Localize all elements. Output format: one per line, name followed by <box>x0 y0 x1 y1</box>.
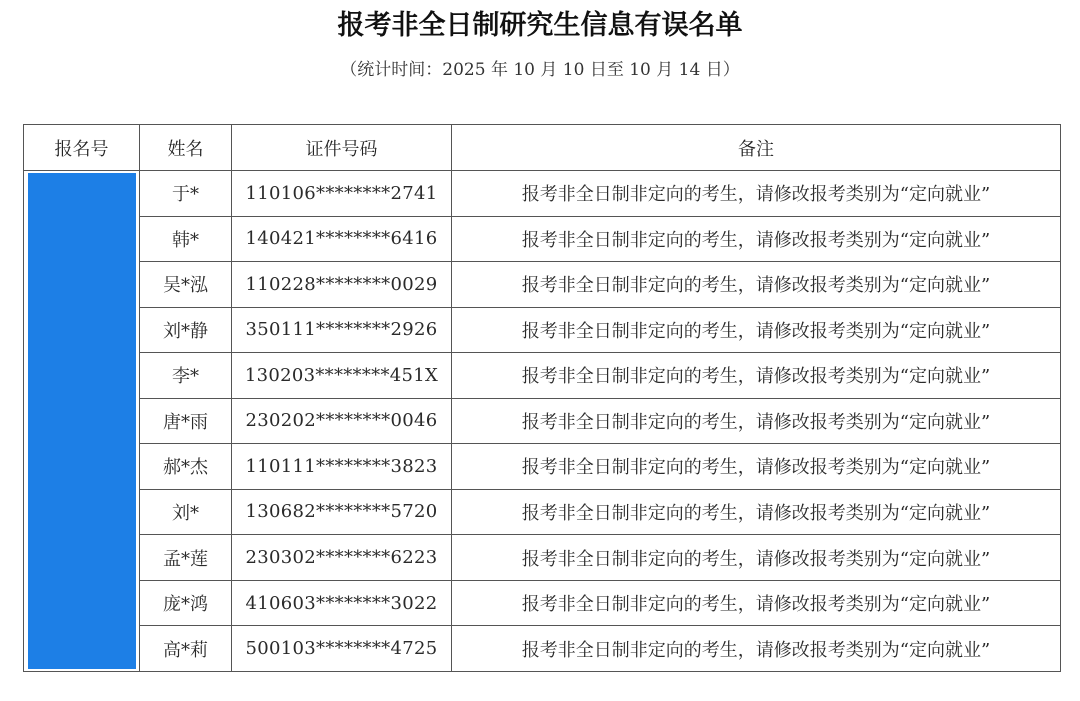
remark-cell: 报考非全日制非定向的考生，请修改报考类别为“定向就业” <box>452 216 1061 262</box>
id-number-cell: 130682********5720 <box>232 489 452 535</box>
remark-cell: 报考非全日制非定向的考生，请修改报考类别为“定向就业” <box>452 398 1061 444</box>
table-row <box>24 398 1061 444</box>
table-row <box>24 535 1061 581</box>
id-number-cell: 500103********4725 <box>232 626 452 672</box>
id-number-cell: 140421********6416 <box>232 216 452 262</box>
header-remarks: 备注 <box>452 125 1061 171</box>
id-number-cell: 130203********451X <box>232 353 452 399</box>
header-registration-number: 报名号 <box>24 125 140 171</box>
table-row <box>24 353 1061 399</box>
id-number-cell: 410603********3022 <box>232 580 452 626</box>
table-row <box>24 262 1061 308</box>
table-row <box>24 307 1061 353</box>
remark-cell: 报考非全日制非定向的考生，请修改报考类别为“定向就业” <box>452 489 1061 535</box>
name-cell: 高*莉 <box>140 626 232 672</box>
table-row <box>24 580 1061 626</box>
table-row <box>24 216 1061 262</box>
remark-cell: 报考非全日制非定向的考生，请修改报考类别为“定向就业” <box>452 171 1061 217</box>
name-cell: 于* <box>140 171 232 217</box>
name-cell: 韩* <box>140 216 232 262</box>
name-cell: 郝*杰 <box>140 444 232 490</box>
name-cell: 唐*雨 <box>140 398 232 444</box>
remark-cell: 报考非全日制非定向的考生，请修改报考类别为“定向就业” <box>452 353 1061 399</box>
name-cell: 吴*泓 <box>140 262 232 308</box>
header-id-number: 证件号码 <box>232 125 452 171</box>
page-title: 报考非全日制研究生信息有误名单 <box>337 10 743 41</box>
id-number-cell: 110111********3823 <box>232 444 452 490</box>
name-cell: 孟*莲 <box>140 535 232 581</box>
name-cell: 李* <box>140 353 232 399</box>
name-cell: 庞*鸿 <box>140 580 232 626</box>
remark-cell: 报考非全日制非定向的考生，请修改报考类别为“定向就业” <box>452 262 1061 308</box>
table-row <box>24 171 1061 217</box>
statistics-period: （统计时间：2025 年 10 月 10 日至 10 月 14 日） <box>340 60 740 80</box>
remark-cell: 报考非全日制非定向的考生，请修改报考类别为“定向就业” <box>452 626 1061 672</box>
registration-number-redacted <box>24 171 140 672</box>
id-number-cell: 230302********6223 <box>232 535 452 581</box>
header-name: 姓名 <box>140 125 232 171</box>
table-row <box>24 444 1061 490</box>
id-number-cell: 350111********2926 <box>232 307 452 353</box>
remark-cell: 报考非全日制非定向的考生，请修改报考类别为“定向就业” <box>452 444 1061 490</box>
table-header-row <box>24 125 1061 171</box>
name-cell: 刘*静 <box>140 307 232 353</box>
redaction-block <box>28 173 136 669</box>
remark-cell: 报考非全日制非定向的考生，请修改报考类别为“定向就业” <box>452 535 1061 581</box>
remark-cell: 报考非全日制非定向的考生，请修改报考类别为“定向就业” <box>452 307 1061 353</box>
name-cell: 刘* <box>140 489 232 535</box>
table-row <box>24 626 1061 672</box>
remark-cell: 报考非全日制非定向的考生，请修改报考类别为“定向就业” <box>452 580 1061 626</box>
table-row <box>24 489 1061 535</box>
id-number-cell: 110106********2741 <box>232 171 452 217</box>
id-number-cell: 230202********0046 <box>232 398 452 444</box>
id-number-cell: 110228********0029 <box>232 262 452 308</box>
error-list-table <box>23 124 1061 672</box>
